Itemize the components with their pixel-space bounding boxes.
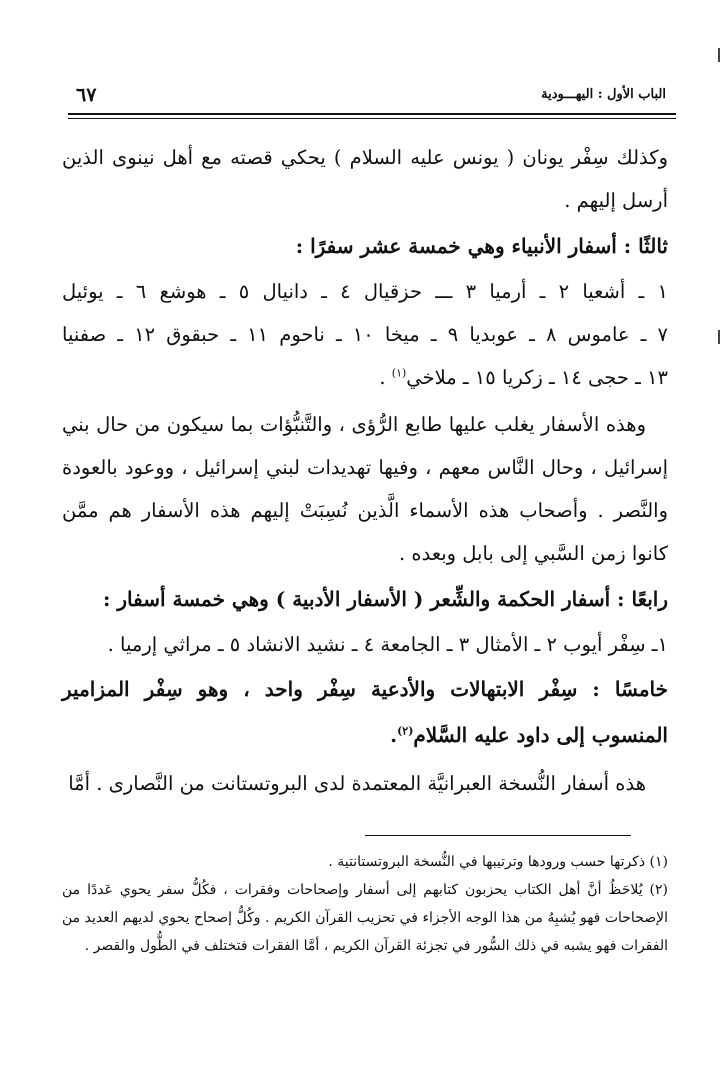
list-text: . [379,366,392,389]
section-heading: رابعًا : أسفار الحكمة والشِّعر ( الأسفار الأدبية ) وهي خمسة أسفار : [102,587,668,611]
list-text: ١٣ ـ حجى ١٤ ـ زكريا ١٥ ـ ملاخي [406,366,668,389]
list-line [62,356,668,399]
list-line: ١ـ سِفْر أيوب ٢ ـ الأمثال ٣ ـ الجامعة ٤ ـ نشيد الانشاد ٥ ـ مراثي إرميا . [107,633,668,656]
page-number: ٦٧ [76,84,97,106]
paragraph: هذه أسفار النُّسخة العبرانيَّة المعتمدة لدى البروتستانت من النَّصارى . أمَّا [68,772,646,795]
footnotes [62,848,668,960]
margin-mark [718,330,720,344]
header-rule [68,113,676,115]
section-heading: ثالثًا : أسفار الأنبياء وهي خمسة عشر سفرًا : [295,234,668,258]
paragraph-line: أرسل إليهم . [564,189,668,212]
list-line: ٧ ـ عاموس ٨ ـ عوبديا ٩ ـ ميخا ١٠ ـ ناحوم ١١ ـ حبقوق ١٢ ـ صفنيا [62,323,668,346]
header-rule [68,118,676,119]
page-header [68,86,678,110]
margin-mark [718,48,720,62]
heading-text: . [390,723,398,747]
footnote-1: (١) ذكرتها حسب ورودها وترتيبها في النُّسخة البروتستانتية . [328,854,668,870]
footnote-2: (٢) يُلاحَظُ أنَّ أهل الكتاب يحزبون كتابهم إلى أسفار وإصحاحات وفقرات ، فكُلُّ سفر يحوي عَددًا من الإصحاحات فهو يُشبِهُ من هذا الوجه الأجزاء في تحزيب القرآن الكريم . وكُلُّ إصحاح يحوي لديهم العديد من الفقرات فهو يشبه في ذلك السُّور في تجزئة القرآن الكريم ، أمَّا الفقرات فتختلف في الطُّول والقصر . [62,882,668,954]
list-line: ١ ـ أشعيا ٢ ـ أرميا ٣ ـــ حزقيال ٤ ـ دانيال ٥ ـ هوشع ٦ ـ يوئيل [62,280,668,303]
paragraph-line: وكذلك سِفْر يونان ( يونس عليه السلام ) يحكي قصته مع أهل نينوى الذين [62,146,668,169]
section-heading [62,666,668,758]
footnote-ref[interactable]: (١) [391,366,407,380]
footnote-rule [365,835,631,836]
main-text [62,136,668,805]
running-title: الباب الأول : اليهـــودية [541,87,666,102]
heading-text: خامسًا : سِفْر الابتهالات والأدعية سِفْر واحد ، وهو سِفْر المزامير المنسوب إلى داود عليه السَّلام [62,677,668,747]
footnote-ref[interactable]: (٢) [397,724,414,738]
paragraph: وهذه الأسفار يغلب عليها طابع الرُّؤى ، والتَّنبُّؤات بما سيكون من حال بني إسرائيل ، وحال النَّاس معهم ، وفيها تهديدات لبني إسرائيل ، ووعود بالعودة والنَّصر . وأصحاب هذه الأسماء الَّذين نُسِبَتْ إليهم هذه الأسفار هم ممَّن كانوا زمن السَّبي إلى بابل وبعده . [62,413,668,565]
